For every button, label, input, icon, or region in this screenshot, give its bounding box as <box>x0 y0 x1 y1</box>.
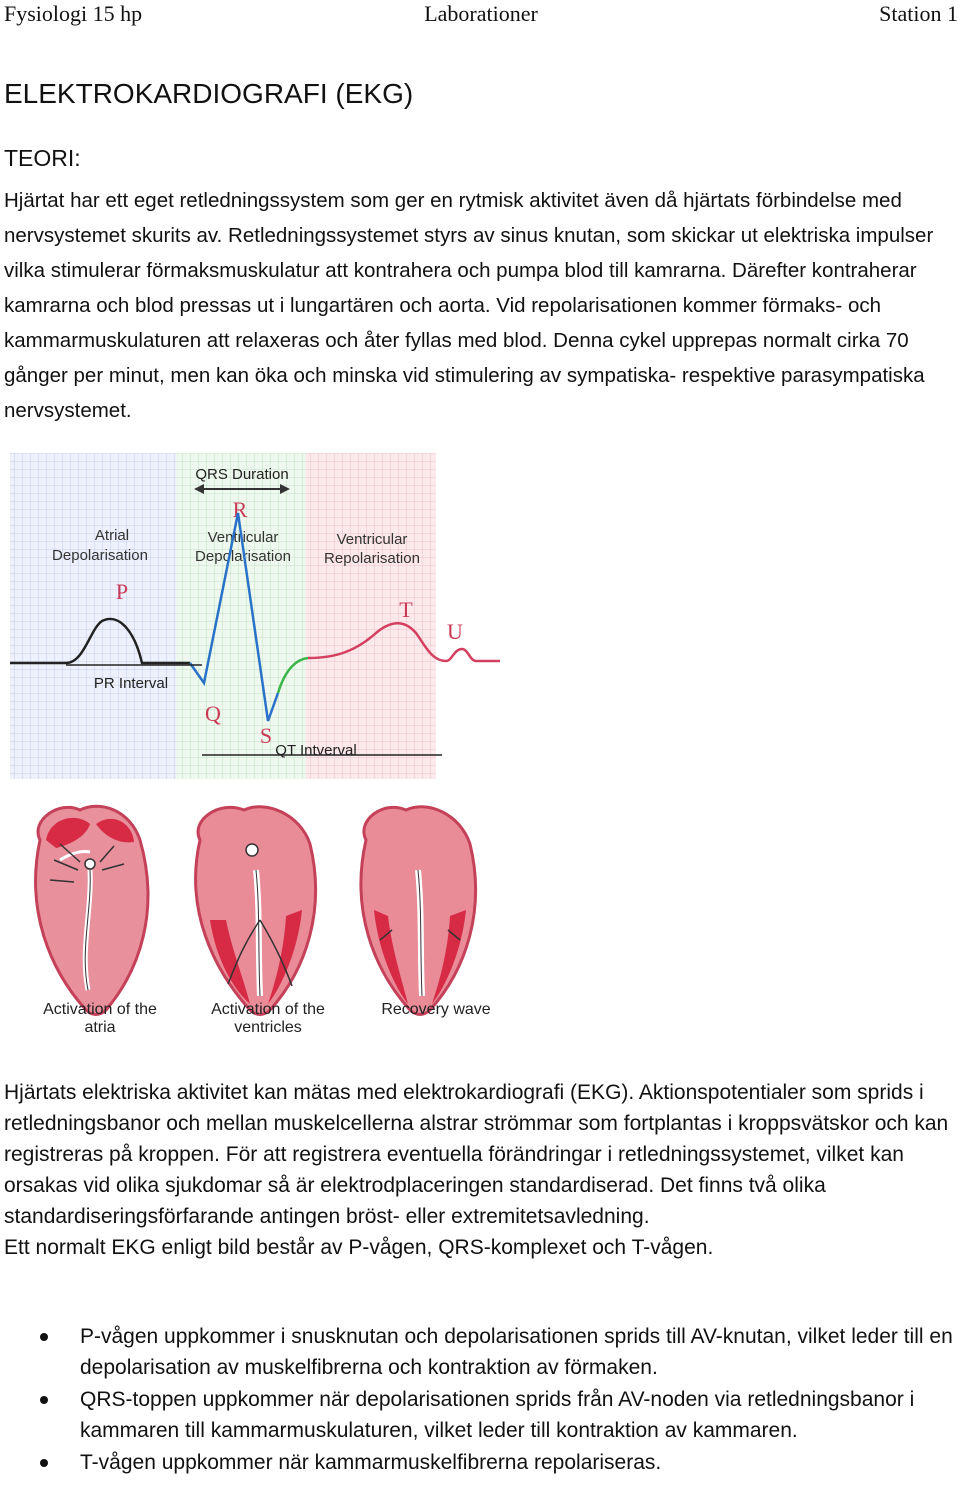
heart-caption-2b: ventricles <box>234 1019 302 1036</box>
header-station: Station 1 <box>879 1 958 26</box>
heart-caption-1a: Activation of the <box>43 1001 157 1018</box>
heart-ventricle-activation <box>196 807 316 1015</box>
bullet-dot-icon <box>40 1396 48 1404</box>
list-item <box>0 1384 958 1446</box>
body-text: Hjärtats elektriska aktivitet kan mätas med elektrokardiografi (EKG). Aktionspotentialer som sprids i retledningsbanor och mellan muskelcellerna alstrar strömmar som fortplantas i kroppsvätskor och kan registreras på kroppen. För att registrera eventuella förändringar i retledningssystemet, vilket kan orsakas vid olika sjukdomar så är elektrodplaceringen standardiserad. Det finns två olika standardiseringsförfarande antingen bröst- eller extremitetsavledning. <box>4 1081 949 1228</box>
qt-interval-label: QT Intverval <box>275 742 357 759</box>
wave-bullet-list <box>0 1321 958 1479</box>
list-item <box>0 1447 958 1478</box>
heart-recovery-wave <box>361 807 476 1015</box>
qrs-duration-label: QRS Duration <box>195 466 289 483</box>
intro-paragraph: Hjärtat har ett eget retledningssystem som ger en rytmisk aktivitet även då hjärtats förbindelse med nervsystemet skurits av. Retledningssystemet styrs av sinus knutan, som skickar ut elektriska impulser vilka stimulerar förmaksmuskulatur att kontrahera och pumpa blod till kamrarna. Därefter kontraherar kamrarna och blod pressas ut i lungartären och aorta. Vid repolarisationen kommer förmaks- och kammarmuskulaturen att relaxeras och åter fyllas med blod. Denna cykel upprepas normalt cirka 70 gånger per minut, men kan öka och minska vid stimulering av sympatiska- respektive parasympatiska nervsystemet. <box>4 189 934 422</box>
atrial-label-1: Atrial <box>94 527 130 544</box>
atrial-label-2: Depolarisation <box>52 547 148 564</box>
bullet-text: QRS-toppen uppkommer när depolarisationen sprids från AV-noden via retledningsbanor i kammaren till kammarmuskulaturen, vilket leder till kontraktion av kammaren. <box>80 1388 915 1442</box>
heart-caption-3: Recovery wave <box>381 1001 491 1018</box>
wave-s-label: S <box>259 723 273 748</box>
vent-rep-label-2: Repolarisation <box>324 550 420 567</box>
header-section: Laborationer <box>424 1 538 26</box>
heart-caption-1b: atria <box>84 1019 116 1036</box>
vent-dep-label-1: Ventricular <box>207 529 279 546</box>
wave-t-label: T <box>399 597 413 622</box>
page-title: ELEKTROKARDIOGRAFI (EKG) <box>4 78 414 109</box>
wave-r-label: R <box>232 497 248 522</box>
wave-u-label: U <box>447 619 463 644</box>
section-heading: TEORI: <box>4 145 81 171</box>
header-course: Fysiologi 15 hp <box>4 1 143 26</box>
vent-rep-label-1: Ventricular <box>336 531 408 548</box>
bullet-dot-icon <box>40 1333 48 1341</box>
ecg-diagram <box>6 453 502 783</box>
list-item <box>0 1321 958 1383</box>
pr-interval-label: PR Interval <box>93 675 169 692</box>
page-header <box>4 0 958 30</box>
heart-activation-diagram <box>20 800 520 1040</box>
heart-caption-2a: Activation of the <box>211 1001 325 1018</box>
body-text-2: Ett normalt EKG enligt bild består av P-vågen, QRS-komplexet och T-vågen. <box>4 1236 714 1259</box>
bullet-dot-icon <box>40 1459 48 1467</box>
vent-dep-label-2: Depolarisation <box>195 548 291 565</box>
heart-atria-activation <box>36 806 148 1014</box>
wave-p-label: P <box>115 579 129 604</box>
wave-q-label: Q <box>205 701 221 726</box>
bullet-text: T-vågen uppkommer när kammarmuskelfibrerna repolariseras. <box>80 1451 662 1474</box>
bullet-text: P-vågen uppkommer i snusknutan och depolarisationen sprids till AV-knutan, vilket leder till en depolarisation av muskelfibrerna och kontraktion av förmaken. <box>80 1325 953 1379</box>
body-paragraph <box>4 1077 954 1263</box>
